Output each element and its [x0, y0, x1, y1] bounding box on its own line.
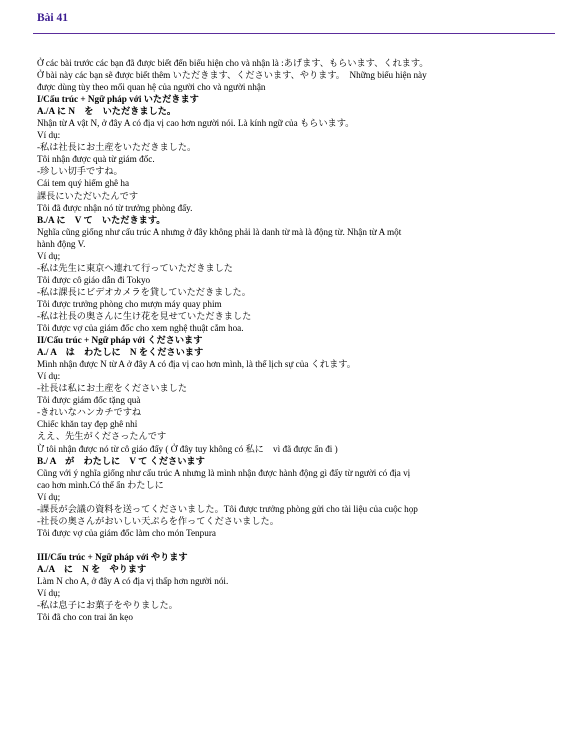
text-line: Mình nhận được N từ A ở đây A có địa vị cao hơn mình, là thể lịch sự của くれます。	[37, 359, 356, 370]
text-line: Tôi nhận được quà từ giám đốc.	[37, 154, 155, 165]
text-line: Tôi đã được nhận nó từ trưởng phòng đấy.	[37, 202, 193, 213]
section-heading: A./ A は わたしに N をくださいます	[37, 347, 204, 358]
text-line: -私は社長の奥さんに生け花を見せていただきました	[37, 310, 252, 321]
section-heading: B./A に V て いただきます。	[37, 214, 166, 225]
text-line: Ví dụ;	[37, 491, 61, 502]
text-line: 課長にいただいたんです	[37, 190, 139, 201]
text-line: Làm N cho A, ở đây A có địa vị thấp hơn người nói.	[37, 575, 229, 586]
text-line: Nghĩa cũng giống như cấu trúc A nhưng ở đây không phải là danh từ mà là động từ. Nhận từ A một	[37, 226, 402, 237]
text-line: Tôi được vợ của giám đốc làm cho món Tenpura	[37, 527, 216, 538]
section-heading: II/Cấu trúc + Ngữ pháp với くださいます	[37, 335, 203, 346]
text-line: Tôi được giám đốc tặng quà	[37, 395, 141, 406]
lesson-body	[37, 57, 549, 623]
text-line: Ví dụ:	[37, 130, 61, 141]
text-line: Tôi được cô giáo dẫn đi Tokyo	[37, 274, 151, 285]
text-line: -私は先生に東京へ連れて行っていただきました	[37, 262, 233, 273]
lesson-title: Bài 41	[37, 12, 68, 24]
text-line: Cũng với ý nghĩa giống như cấu trúc A nhưng là mình nhận được hành động gì đấy từ người có địa vị	[37, 467, 411, 478]
text-line: Ở bài này các bạn sẽ được biết thêm いただきます、くださいます、やります。 Những biểu hiện này	[37, 70, 427, 81]
section-heading: B./ A が わたしに V て くださいます	[37, 455, 205, 466]
section-heading: A./A に N を いただきました。	[37, 106, 177, 117]
text-line: -きれいなハンカチですね	[37, 407, 142, 418]
text-line: hành động V.	[37, 238, 86, 249]
text-line: Tôi được vợ của giám đốc cho xem nghệ thuật cắm hoa.	[37, 323, 244, 334]
text-line: Ví dụ;	[37, 250, 61, 261]
section-heading: I/Cấu trúc + Ngữ pháp với いただきます	[37, 94, 199, 105]
title-divider	[33, 33, 555, 34]
text-line: -課長が会議の資料を送ってくださいました。Tôi được trưởng phòng gửi cho tài liệu của cuộc họp	[37, 503, 418, 514]
text-line: Ừ tôi nhận được nó từ cô giáo đấy ( Ở đây tuy không có 私に vì đã được ẩn đi )	[37, 443, 338, 454]
text-line: Ví dụ;	[37, 588, 61, 599]
text-line: -珍しい切手ですね。	[37, 166, 123, 177]
text-line: Ở các bài trước các bạn đã được biết đến biểu hiện cho và nhận là :あげます、もらいます、くれます。	[37, 58, 429, 68]
text-line: Nhận từ A vật N, ở đây A có địa vị cao hơn người nói. Là kính ngữ của もらいます。	[37, 118, 355, 129]
section-heading: III/Cấu trúc + Ngữ pháp với やります	[37, 551, 188, 562]
text-line: -私は息子にお菓子をやりました。	[37, 600, 178, 611]
text-line: được dùng tùy theo mối quan hệ của người cho và người nhận	[37, 82, 266, 93]
text-line: Chiếc khăn tay đẹp ghê nhỉ	[37, 419, 138, 430]
text-line: -社長の奥さんがおいしい天ぷらを作ってくださいました。	[37, 515, 279, 526]
text-line: -私は社長にお土産をいただきました。	[37, 142, 197, 153]
text-line: cao hơn mình.Có thể ẩn わたしに	[37, 479, 164, 490]
section-heading: A./A に N を やります	[37, 563, 147, 574]
text-line: Cái tem quý hiếm ghê ha	[37, 178, 130, 189]
text-line: ええ、先生がくださったんです	[37, 431, 167, 442]
text-line: Ví dụ:	[37, 371, 61, 382]
text-line: -社長は私にお土産をくださいました	[37, 383, 188, 394]
text-line: -私は課長にビデオカメラを貸していただきました。	[37, 286, 251, 297]
text-line: Tôi được trưởng phòng cho mượn máy quay phim	[37, 298, 222, 309]
text-line: Tôi đã cho con trai ăn kẹo	[37, 612, 133, 623]
blank-line	[37, 539, 549, 551]
